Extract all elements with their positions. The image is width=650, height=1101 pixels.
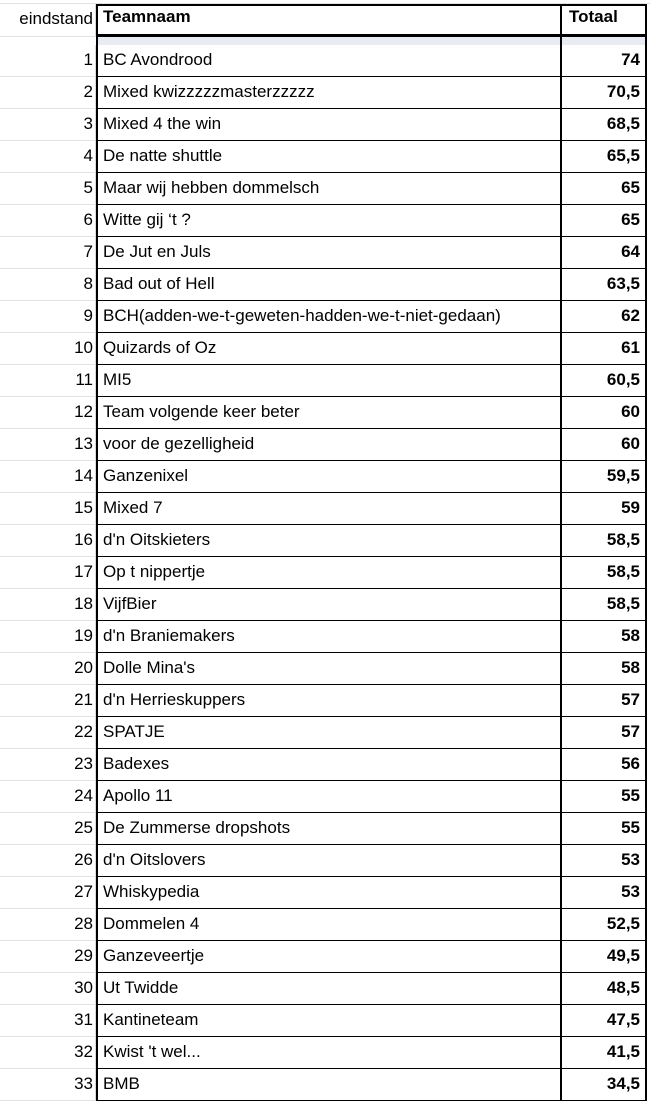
spacer-total-cell[interactable] xyxy=(561,37,647,45)
total-cell[interactable]: 60 xyxy=(561,397,647,429)
rank-cell[interactable]: 6 xyxy=(0,205,96,237)
total-cell[interactable]: 74 xyxy=(561,45,647,77)
team-cell[interactable]: Maar wij hebben dommelsch xyxy=(96,173,561,205)
total-cell[interactable]: 49,5 xyxy=(561,941,647,973)
team-cell[interactable]: Ut Twidde xyxy=(96,973,561,1005)
team-cell[interactable]: Dolle Mina's xyxy=(96,653,561,685)
table-row xyxy=(0,557,650,589)
rank-cell[interactable]: 7 xyxy=(0,237,96,269)
table-row xyxy=(0,365,650,397)
team-cell[interactable]: Apollo 11 xyxy=(96,781,561,813)
rank-cell[interactable]: 3 xyxy=(0,109,96,141)
table-row xyxy=(0,973,650,1005)
total-cell[interactable]: 57 xyxy=(561,717,647,749)
table-row xyxy=(0,461,650,493)
team-cell[interactable]: Whiskypedia xyxy=(96,877,561,909)
table-row xyxy=(0,589,650,621)
total-cell[interactable]: 58 xyxy=(561,621,647,653)
rank-cell[interactable]: 17 xyxy=(0,557,96,589)
rank-cell[interactable]: 2 xyxy=(0,77,96,109)
spacer-rank-cell[interactable] xyxy=(0,37,97,45)
table-row xyxy=(0,141,650,173)
table-row xyxy=(0,621,650,653)
table-row xyxy=(0,909,650,941)
team-cell[interactable]: SPATJE xyxy=(96,717,561,749)
total-cell[interactable]: 53 xyxy=(561,877,647,909)
team-cell[interactable]: BC Avondrood xyxy=(96,45,561,77)
team-cell[interactable]: Mixed kwizzzzzmasterzzzzz xyxy=(96,77,561,109)
total-cell[interactable]: 58,5 xyxy=(561,525,647,557)
table-row xyxy=(0,717,650,749)
total-cell[interactable]: 61 xyxy=(561,333,647,365)
total-cell[interactable]: 68,5 xyxy=(561,109,647,141)
table-row xyxy=(0,205,650,237)
team-cell[interactable]: Witte gij ‘t ? xyxy=(96,205,561,237)
total-cell[interactable]: 62 xyxy=(561,301,647,333)
table-row xyxy=(0,813,650,845)
table-row xyxy=(0,1037,650,1069)
rank-cell[interactable]: 8 xyxy=(0,269,96,301)
team-cell[interactable]: VijfBier xyxy=(96,589,561,621)
table-row xyxy=(0,333,650,365)
total-cell[interactable]: 60,5 xyxy=(561,365,647,397)
table-row xyxy=(0,429,650,461)
team-cell[interactable]: Bad out of Hell xyxy=(96,269,561,301)
rank-cell[interactable]: 4 xyxy=(0,141,96,173)
total-cell[interactable]: 56 xyxy=(561,749,647,781)
rank-cell[interactable]: 22 xyxy=(0,717,96,749)
table-row xyxy=(0,845,650,877)
total-cell[interactable]: 63,5 xyxy=(561,269,647,301)
table-row xyxy=(0,269,650,301)
rank-cell[interactable]: 24 xyxy=(0,781,96,813)
team-cell[interactable]: Ganzenixel xyxy=(96,461,561,493)
total-cell[interactable]: 48,5 xyxy=(561,973,647,1005)
team-cell[interactable]: Dommelen 4 xyxy=(96,909,561,941)
total-cell[interactable]: 58,5 xyxy=(561,589,647,621)
total-cell[interactable]: 58,5 xyxy=(561,557,647,589)
table-row xyxy=(0,77,650,109)
team-cell[interactable]: d'n Herrieskuppers xyxy=(96,685,561,717)
team-cell[interactable]: De Zummerse dropshots xyxy=(96,813,561,845)
total-cell[interactable]: 60 xyxy=(561,429,647,461)
team-cell[interactable]: Kantineteam xyxy=(96,1005,561,1037)
spacer-team-cell[interactable] xyxy=(96,37,561,45)
team-cell[interactable]: Ganzeveertje xyxy=(96,941,561,973)
rank-cell[interactable]: 21 xyxy=(0,685,96,717)
rank-cell[interactable]: 11 xyxy=(0,365,96,397)
rank-cell[interactable]: 32 xyxy=(0,1037,96,1069)
rank-cell[interactable]: 5 xyxy=(0,173,96,205)
rank-cell[interactable]: 25 xyxy=(0,813,96,845)
table-row xyxy=(0,653,650,685)
table-row xyxy=(0,781,650,813)
team-cell[interactable]: d'n Oitskieters xyxy=(96,525,561,557)
spacer-row xyxy=(0,37,650,45)
header-total[interactable]: Totaal xyxy=(561,4,647,37)
team-cell[interactable]: Badexes xyxy=(96,749,561,781)
total-cell[interactable]: 59 xyxy=(561,493,647,525)
total-cell[interactable]: 58 xyxy=(561,653,647,685)
rank-cell[interactable]: 12 xyxy=(0,397,96,429)
total-cell[interactable]: 34,5 xyxy=(561,1069,647,1101)
team-cell[interactable]: De Jut en Juls xyxy=(96,237,561,269)
total-cell[interactable]: 52,5 xyxy=(561,909,647,941)
team-cell[interactable]: d'n Braniemakers xyxy=(96,621,561,653)
rank-cell[interactable]: 20 xyxy=(0,653,96,685)
table-row xyxy=(0,493,650,525)
rank-cell[interactable]: 27 xyxy=(0,877,96,909)
table-row xyxy=(0,877,650,909)
total-cell[interactable]: 55 xyxy=(561,781,647,813)
table-row xyxy=(0,941,650,973)
table-row xyxy=(0,109,650,141)
rank-cell[interactable]: 1 xyxy=(0,45,96,77)
total-cell[interactable]: 59,5 xyxy=(561,461,647,493)
total-cell[interactable]: 65 xyxy=(561,205,647,237)
total-cell[interactable]: 57 xyxy=(561,685,647,717)
table-row xyxy=(0,45,650,77)
rank-cell[interactable]: 23 xyxy=(0,749,96,781)
total-cell[interactable]: 47,5 xyxy=(561,1005,647,1037)
rank-cell[interactable]: 10 xyxy=(0,333,96,365)
rank-cell[interactable]: 19 xyxy=(0,621,96,653)
team-cell[interactable]: BCH(adden-we-t-geweten-hadden-we-t-niet-gedaan) xyxy=(96,301,561,333)
table-row xyxy=(0,1069,650,1101)
total-cell[interactable]: 65,5 xyxy=(561,141,647,173)
rank-cell[interactable]: 28 xyxy=(0,909,96,941)
team-cell[interactable]: Kwist 't wel... xyxy=(96,1037,561,1069)
total-cell[interactable]: 55 xyxy=(561,813,647,845)
rank-cell[interactable]: 31 xyxy=(0,1005,96,1037)
header-team[interactable]: Teamnaam xyxy=(96,4,561,37)
team-cell[interactable]: Quizards of Oz xyxy=(96,333,561,365)
table-row xyxy=(0,749,650,781)
team-cell[interactable]: Op t nippertje xyxy=(96,557,561,589)
rank-cell[interactable]: 15 xyxy=(0,493,96,525)
header-rank[interactable]: eindstand xyxy=(0,4,96,37)
rank-cell[interactable]: 9 xyxy=(0,301,96,333)
rank-cell[interactable]: 30 xyxy=(0,973,96,1005)
header-row xyxy=(0,4,650,37)
rank-cell[interactable]: 14 xyxy=(0,461,96,493)
team-cell[interactable]: BMB xyxy=(96,1069,561,1101)
team-cell[interactable]: De natte shuttle xyxy=(96,141,561,173)
table-row xyxy=(0,173,650,205)
total-cell[interactable]: 64 xyxy=(561,237,647,269)
table-row xyxy=(0,237,650,269)
rank-cell[interactable]: 29 xyxy=(0,941,96,973)
total-cell[interactable]: 65 xyxy=(561,173,647,205)
rank-cell[interactable]: 33 xyxy=(0,1069,96,1101)
rank-cell[interactable]: 18 xyxy=(0,589,96,621)
table-row xyxy=(0,397,650,429)
table-row xyxy=(0,301,650,333)
rank-cell[interactable]: 16 xyxy=(0,525,96,557)
team-cell[interactable]: d'n Oitslovers xyxy=(96,845,561,877)
rank-cell[interactable]: 13 xyxy=(0,429,96,461)
team-cell[interactable]: MI5 xyxy=(96,365,561,397)
table-row xyxy=(0,685,650,717)
team-cell[interactable]: Mixed 7 xyxy=(96,493,561,525)
total-cell[interactable]: 41,5 xyxy=(561,1037,647,1069)
team-cell[interactable]: Mixed 4 the win xyxy=(96,109,561,141)
team-cell[interactable]: voor de gezelligheid xyxy=(96,429,561,461)
total-cell[interactable]: 70,5 xyxy=(561,77,647,109)
team-cell[interactable]: Team volgende keer beter xyxy=(96,397,561,429)
rank-cell[interactable]: 26 xyxy=(0,845,96,877)
table-row xyxy=(0,1005,650,1037)
table-row xyxy=(0,525,650,557)
total-cell[interactable]: 53 xyxy=(561,845,647,877)
